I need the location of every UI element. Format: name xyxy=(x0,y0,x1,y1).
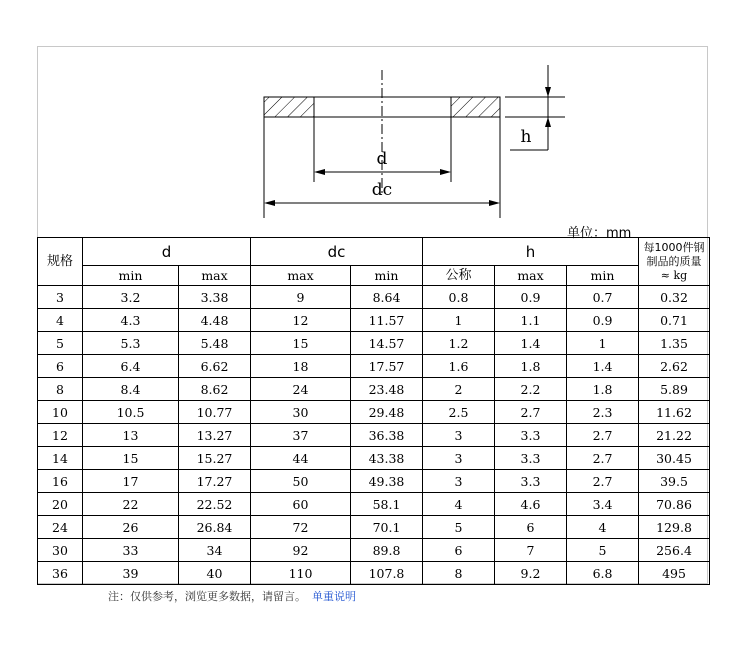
table-cell: 24 xyxy=(251,378,351,401)
table-cell: 8.4 xyxy=(83,378,179,401)
table-cell: 8.62 xyxy=(179,378,251,401)
table-cell: 17 xyxy=(83,470,179,493)
table-cell: 3.2 xyxy=(83,286,179,309)
table-cell: 5 xyxy=(38,332,83,355)
table-cell: 21.22 xyxy=(639,424,710,447)
table-cell: 1 xyxy=(567,332,639,355)
table-cell: 13 xyxy=(83,424,179,447)
table-cell: 9 xyxy=(251,286,351,309)
table-cell: 15 xyxy=(251,332,351,355)
table-cell: 6.8 xyxy=(567,562,639,585)
table-cell: 2.5 xyxy=(423,401,495,424)
table-cell: 33 xyxy=(83,539,179,562)
table-cell: 2.7 xyxy=(495,401,567,424)
table-cell: 4 xyxy=(423,493,495,516)
table-cell: 10.77 xyxy=(179,401,251,424)
table-row xyxy=(38,355,710,378)
table-cell: 3.3 xyxy=(495,447,567,470)
table-cell: 0.7 xyxy=(567,286,639,309)
table-cell: 1.2 xyxy=(423,332,495,355)
table-row xyxy=(38,516,710,539)
table-cell: 11.62 xyxy=(639,401,710,424)
table-row xyxy=(38,447,710,470)
table-cell: 36.38 xyxy=(351,424,423,447)
header-h-min: min xyxy=(567,266,639,286)
table-cell: 40 xyxy=(179,562,251,585)
table-cell: 0.9 xyxy=(567,309,639,332)
table-cell: 6.62 xyxy=(179,355,251,378)
table-cell: 8 xyxy=(38,378,83,401)
table-cell: 22 xyxy=(83,493,179,516)
table-cell: 4 xyxy=(567,516,639,539)
dc-label: dc xyxy=(371,180,393,200)
header-spec: 规格 xyxy=(38,238,83,286)
table-cell: 3 xyxy=(423,424,495,447)
table-cell: 58.1 xyxy=(351,493,423,516)
table-cell: 22.52 xyxy=(179,493,251,516)
table-cell: 6 xyxy=(495,516,567,539)
table-cell: 0.9 xyxy=(495,286,567,309)
table-cell: 1.1 xyxy=(495,309,567,332)
table-cell: 12 xyxy=(251,309,351,332)
table-cell: 4.6 xyxy=(495,493,567,516)
footnote-text: 注：仅供参考，浏览更多数据，请留言。 xyxy=(108,590,306,603)
header-h-nominal: 公称 xyxy=(423,266,495,286)
table-cell: 17.27 xyxy=(179,470,251,493)
table-cell: 8.64 xyxy=(351,286,423,309)
table-cell: 1 xyxy=(423,309,495,332)
table-cell: 14 xyxy=(38,447,83,470)
table-cell: 30.45 xyxy=(639,447,710,470)
table-cell: 34 xyxy=(179,539,251,562)
washer-spec-table xyxy=(37,237,710,585)
table-cell: 1.4 xyxy=(495,332,567,355)
table-cell: 24 xyxy=(38,516,83,539)
table-cell: 26.84 xyxy=(179,516,251,539)
table-cell: 1.4 xyxy=(567,355,639,378)
table-cell: 26 xyxy=(83,516,179,539)
table-cell: 2.2 xyxy=(495,378,567,401)
table-cell: 17.57 xyxy=(351,355,423,378)
table-cell: 6 xyxy=(423,539,495,562)
table-cell: 5.89 xyxy=(639,378,710,401)
table-cell: 15.27 xyxy=(179,447,251,470)
table-cell: 1.8 xyxy=(495,355,567,378)
table-cell: 5.48 xyxy=(179,332,251,355)
table-cell: 5 xyxy=(567,539,639,562)
table-cell: 3.38 xyxy=(179,286,251,309)
table-cell: 3.3 xyxy=(495,470,567,493)
table-cell: 15 xyxy=(83,447,179,470)
table-cell: 6.4 xyxy=(83,355,179,378)
table-cell: 23.48 xyxy=(351,378,423,401)
table-cell: 1.8 xyxy=(567,378,639,401)
table-cell: 16 xyxy=(38,470,83,493)
table-cell: 20 xyxy=(38,493,83,516)
table-cell: 1.6 xyxy=(423,355,495,378)
table-cell: 43.38 xyxy=(351,447,423,470)
table-cell: 36 xyxy=(38,562,83,585)
table-row xyxy=(38,539,710,562)
table-row xyxy=(38,286,710,309)
table-cell: 18 xyxy=(251,355,351,378)
table-cell: 39.5 xyxy=(639,470,710,493)
table-cell: 89.8 xyxy=(351,539,423,562)
table-cell: 49.38 xyxy=(351,470,423,493)
table-cell: 39 xyxy=(83,562,179,585)
table-row xyxy=(38,378,710,401)
table-cell: 495 xyxy=(639,562,710,585)
table-cell: 0.32 xyxy=(639,286,710,309)
table-cell: 256.4 xyxy=(639,539,710,562)
table-cell: 2.62 xyxy=(639,355,710,378)
table-cell: 4 xyxy=(38,309,83,332)
table-cell: 1.35 xyxy=(639,332,710,355)
header-d: d xyxy=(83,238,251,266)
header-row-subs xyxy=(38,266,710,286)
table-cell: 37 xyxy=(251,424,351,447)
header-mass-line2: 制品的质量 xyxy=(646,254,702,268)
table-cell: 29.48 xyxy=(351,401,423,424)
table-cell: 2 xyxy=(423,378,495,401)
table-cell: 50 xyxy=(251,470,351,493)
table-cell: 2.7 xyxy=(567,424,639,447)
washer-section-right xyxy=(451,97,500,117)
header-dc: dc xyxy=(251,238,423,266)
table-cell: 44 xyxy=(251,447,351,470)
table-body xyxy=(38,286,710,585)
table-row xyxy=(38,424,710,447)
header-h: h xyxy=(423,238,639,266)
table-cell: 5 xyxy=(423,516,495,539)
header-d-max: max xyxy=(179,266,251,286)
header-h-max: max xyxy=(495,266,567,286)
table-cell: 7 xyxy=(495,539,567,562)
table-cell: 11.57 xyxy=(351,309,423,332)
table-cell: 9.2 xyxy=(495,562,567,585)
weight-note-link[interactable]: 单重说明 xyxy=(312,590,356,603)
table-cell: 110 xyxy=(251,562,351,585)
table-cell: 3 xyxy=(38,286,83,309)
unit-label: 单位：mm xyxy=(567,226,632,241)
table-cell: 4.3 xyxy=(83,309,179,332)
table-row xyxy=(38,401,710,424)
d-label: d xyxy=(376,149,388,169)
table-cell: 129.8 xyxy=(639,516,710,539)
table-row xyxy=(38,493,710,516)
header-dc-max: max xyxy=(251,266,351,286)
table-cell: 0.71 xyxy=(639,309,710,332)
table-cell: 12 xyxy=(38,424,83,447)
table-cell: 107.8 xyxy=(351,562,423,585)
table-cell: 3.4 xyxy=(567,493,639,516)
table-row xyxy=(38,562,710,585)
table-cell: 3.3 xyxy=(495,424,567,447)
table-cell: 72 xyxy=(251,516,351,539)
table-cell: 70.86 xyxy=(639,493,710,516)
header-row-groups xyxy=(38,238,710,266)
table-row xyxy=(38,332,710,355)
table-cell: 5.3 xyxy=(83,332,179,355)
washer-section-left xyxy=(264,97,314,117)
table-cell: 30 xyxy=(38,539,83,562)
table-cell: 2.3 xyxy=(567,401,639,424)
h-label: h xyxy=(520,127,532,147)
table-cell: 10 xyxy=(38,401,83,424)
table-cell: 6 xyxy=(38,355,83,378)
table-cell: 70.1 xyxy=(351,516,423,539)
table-cell: 30 xyxy=(251,401,351,424)
table-cell: 60 xyxy=(251,493,351,516)
header-mass xyxy=(639,238,710,286)
table-cell: 8 xyxy=(423,562,495,585)
header-d-min: min xyxy=(83,266,179,286)
table-cell: 2.7 xyxy=(567,470,639,493)
table-cell: 10.5 xyxy=(83,401,179,424)
table-cell: 4.48 xyxy=(179,309,251,332)
header-mass-line1: 每1000件钢 xyxy=(643,240,705,254)
table-cell: 2.7 xyxy=(567,447,639,470)
header-mass-line3: ≈ kg xyxy=(660,268,688,282)
table-cell: 14.57 xyxy=(351,332,423,355)
table-cell: 3 xyxy=(423,470,495,493)
table-cell: 3 xyxy=(423,447,495,470)
header-dc-min: min xyxy=(351,266,423,286)
table-cell: 0.8 xyxy=(423,286,495,309)
washer-drawing xyxy=(255,60,575,225)
table-cell: 92 xyxy=(251,539,351,562)
table-row xyxy=(38,309,710,332)
footnote xyxy=(108,588,356,604)
table-cell: 13.27 xyxy=(179,424,251,447)
table-row xyxy=(38,470,710,493)
